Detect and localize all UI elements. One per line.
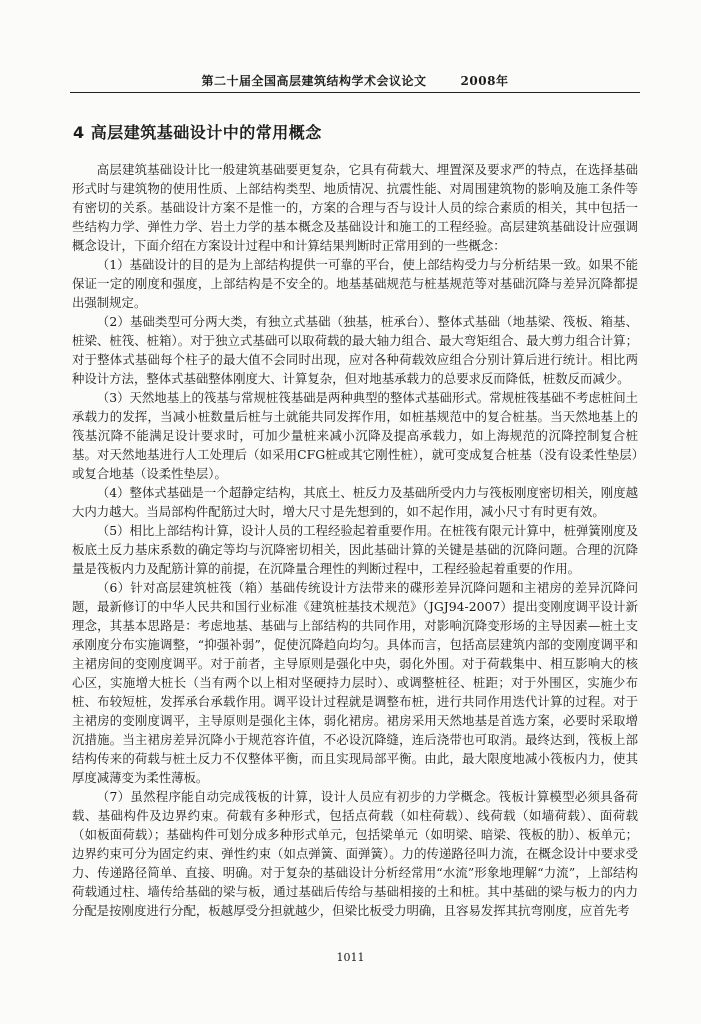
paragraph-item-5: （5）相比上部结构计算，设计人员的工程经验起着重要作用。在桩筏有限元计算中，桩弹簧刚度及板底土反力基床系数的确定等均与沉降密切相关，因此基础计算的关键是基础的沉降问题。合理的沉降量是筏板内力及配筋计算的前提，在沉降量合理性的判断过程中，工程经验起着重要的作用。 <box>72 523 638 576</box>
running-header <box>70 72 640 89</box>
paragraph-item-7: （7）虽然程序能自动完成筏板的计算，设计人员应有初步的力学概念。筏板计算模型必须具备荷载、基础构件及边界约束。荷载有多种形式，包括点荷载（如柱荷载）、线荷载（如墙荷载）、面荷载（如板面荷载）；基础构件可划分成多种形式单元，包括梁单元（如明梁、暗梁、筏板的肋）、板单元；边界约束可分为固定约束、弹性约束（如点弹簧、面弹簧）。力的传递路径叫力流，在概念设计中要求受力、传递路径简单、直接、明确。对于复杂的基础设计分析经常用“水流”形象地理解“力流”，上部结构荷载通过柱、墙传给基础的梁与板，通过基础后传给与基础相接的土和桩。其中基础的梁与板力的内力分配是按刚度进行分配，板越厚受分担就越少，但梁比板受力明确，且容易发挥其抗弯刚度，应首先考 <box>72 789 638 918</box>
paragraph-item-6: （6）针对高层建筑桩筏（箱）基础传统设计方法带来的碟形差异沉降问题和主裙房的差异沉降问题，最新修订的中华人民共和国行业标准《建筑桩基技术规范》（JGJ94-2007）提出变刚度调平设计新理念，其基本思路是：考虑地基、基础与上部结构的共同作用，对影响沉降变形场的主导因素—桩土支承刚度分布实施调整，“抑强补弱”，促使沉降趋向均匀。具体而言，包括高层建筑内部的变刚度调平和主裙房间的变刚度调平。对于前者，主导原则是强化中央，弱化外围。对于荷载集中、相互影响大的核心区，实施增大桩长（当有两个以上相对坚硬持力层时）、或调整桩径、桩距；对于外围区，实施少布桩、布较短桩，发挥承台承载作用。调平设计过程就是调整布桩，进行共同作用迭代计算的过程。对于主裙房的变刚度调平，主导原则是强化主体，弱化裙房。裙房采用天然地基是首选方案，必要时采取增沉措施。当主裙房差异沉降小于规范容许值，不必设沉降缝，连后浇带也可取消。最终达到，筏板上部结构传来的荷载与桩土反力不仅整体平衡，而且实现局部平衡。由此，最大限度地减小筏板内力，使其厚度减薄变为柔性薄板。 <box>72 580 638 785</box>
paragraph-item-2: （2）基础类型可分两大类，有独立式基础（独基，桩承台）、整体式基础（地基梁、筏板、箱基、桩梁、桩筏、桩箱）。对于独立式基础可以取荷载的最大轴力组合、最大弯矩组合、最大剪力组合计算；对于整体式基础每个柱子的最大值不会同时出现，应对各种荷载效应组合分别计算后进行统计。相比两种设计方法，整体式基础整体刚度大、计算复杂，但对地基承载力的总要求反而降低，桩数反而减少。 <box>72 314 638 386</box>
body-text <box>72 160 638 920</box>
conference-title: 第二十届全国高层建筑结构学术会议论文 <box>201 74 427 88</box>
header-year: 2008年 <box>460 74 509 88</box>
header-rule <box>70 92 640 93</box>
paragraph-intro: 高层建筑基础设计比一般建筑基础要更复杂，它具有荷载大、埋置深及要求严的特点，在选择基础形式时与建筑物的使用性质、上部结构类型、地质情况、抗震性能、对周围建筑物的影响及施工条件等有密切的关系。基础设计方案不是惟一的，方案的合理与否与设计人员的综合素质的相关，其中包括一些结构力学、弹性力学、岩土力学的基本概念及基础设计和施工的工程经验。高层建筑基础设计应强调概念设计，下面介绍在方案设计过程中和计算结果判断时正常用到的一些概念： <box>72 162 638 253</box>
paragraph-item-4: （4）整体式基础是一个超静定结构，其底土、桩反力及基础所受内力与筏板刚度密切相关，刚度越大内力越大。当局部构件配筋过大时，增大尺寸是先想到的，如不起作用，减小尺寸有时更有效。 <box>72 485 638 519</box>
paragraph-item-3: （3）天然地基上的筏基与常规桩筏基础是两种典型的整体式基础形式。常规桩筏基础不考虑桩间土承载力的发挥，当减小桩数量后桩与土就能共同发挥作用，如桩基规范中的复合桩基。当天然地基上的筏基沉降不能满足设计要求时，可加少量桩来减小沉降及提高承载力，如上海规范的沉降控制复合桩基。对天然地基进行人工处理后（如采用CFG桩或其它刚性桩），就可变成复合桩基（没有设柔性垫层）或复合地基（设柔性垫层）。 <box>72 390 638 481</box>
page-number: 1011 <box>336 951 365 964</box>
paragraph-item-1: （1）基础设计的目的是为上部结构提供一可靠的平台，使上部结构受力与分析结果一致。如果不能保证一定的刚度和强度，上部结构是不安全的。地基基础规范与桩基规范等对基础沉降与差异沉降都提出强制规定。 <box>72 257 638 310</box>
section-title: 4 高层建筑基础设计中的常用概念 <box>73 123 322 142</box>
